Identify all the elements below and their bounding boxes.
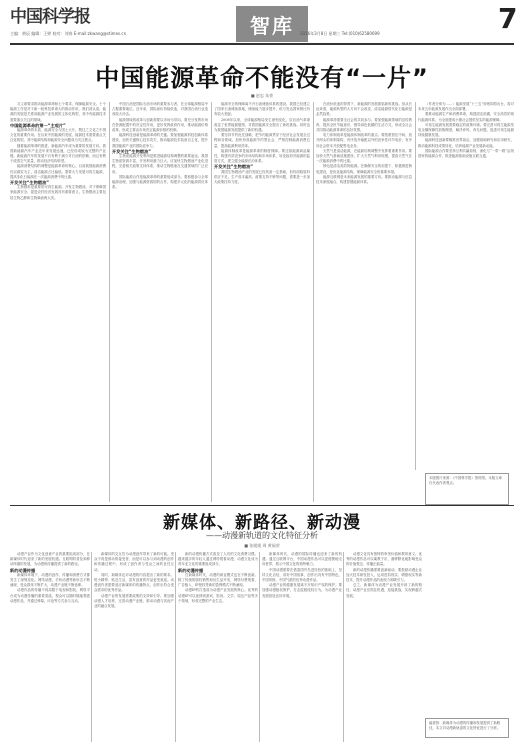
paragraph: 能源领域的改革与创新需要以市场为导向。要充分发挥市场在资源配置中的决定性作用，更好发挥政府作用，推动能源价格改革，形成主要由市场决定能源价格的机制。 xyxy=(112,117,208,133)
article-divider xyxy=(10,505,514,506)
paragraph: 能源科技创新是能源革命的关键。要加强能源科技创新体系建设，加快关键核心技术攻关，推动能源技术装备自主化，提升我国能源产业的国际竞争力。 xyxy=(112,133,208,148)
section-subheading: 中国能源革命的第一“主观片” xyxy=(10,122,66,128)
masthead-rule xyxy=(10,43,514,45)
date-info: 2016年3月8日 星期三 Tel:(010)62580699 xyxy=(300,31,380,36)
article1-column xyxy=(418,102,514,468)
paragraph: 要推动能源生产和消费革命，构建清洁低碳、安全高效的现代能源体系，为全面建成小康社会提供坚实的能源保障。 xyxy=(418,112,514,122)
paragraph: 新媒体时代，动漫的国际传播也迎来了新的机遇。通过互联网平台，中国动漫作品可以更便捷地走向世界，展示中国文化的独特魅力。 xyxy=(262,552,342,567)
paragraph: 动漫文化具有独特的审美价值和教育意义。优秀的动漫作品可以寓教于乐，潜移默化地影响受众的价值观念，传播正能量。 xyxy=(346,552,422,567)
section-subheading: 开发关注“生物燃油” xyxy=(10,180,50,186)
article2-column xyxy=(10,552,90,742)
article1-caption: 本版图片来源：《中国科学报》资料图。本版文章仅代表作者观点。 xyxy=(425,473,509,505)
paragraph: 生物燃料是重要的可再生能源。开发生物燃油，对于保障国家能源安全、促进农村经济发展具有重要意义。生物燃油主要包括生物乙醇和生物柴油两大类。 xyxy=(10,185,106,200)
article1-byline: ■ 赵忠 朱豪 xyxy=(250,93,274,98)
paragraph: 同时，新媒体也对动漫的内容提出了新的要求。短小精悍、贴近生活、富有创意的作品更受欢迎。动漫创作者需要适应新媒体的传播特点，创作出符合受众需求的优秀作品。 xyxy=(94,572,174,593)
paragraph: 动漫作品的传播不再局限于电视和影院，网络平台成为动漫传播的重要渠道。观众可以随时随地观看动漫作品，并通过弹幕、评论等方式参与互动。 xyxy=(10,588,90,603)
paragraph: 能源安全的保障离不开石油储备体系的建设。我国已经建立了国家石油储备基地，储备能力逐步提升，但与发达国家相比仍有较大差距。 xyxy=(214,102,310,117)
paragraph: 天然气是清洁能源，在能源结构调整中发挥着重要作用。要加快天然气基础设施建设，扩大天然气利用规模，提高天然气在一次能源消费中的比重。 xyxy=(316,148,412,164)
article2-column xyxy=(178,552,258,742)
paragraph: 新媒体的交互性为动漫创作带来了新的可能。受众不再是被动的接受者，而是可以参与到动漫的创作和传播过程中，形成了创作者与受众之间的良性互动。 xyxy=(94,552,174,572)
paragraph: （作者分别为……）能源发展“十三五”规划即将出台，将对未来五年能源发展作出全面部署。 xyxy=(418,102,514,112)
paragraph: 能源革命需要全社会的共同参与。要加强能源领域的宣传教育，提高全民节能意识，倡导绿色低碳的生活方式，形成全社会共同推动能源革命的良好氛围。 xyxy=(316,117,412,133)
masthead xyxy=(10,2,518,42)
section-subheading: 开发关注“生物燃油” xyxy=(214,164,254,170)
paragraph: 在油价低迷的背景下，新能源的发展面临新的挑战。但从长远来看，能源转型的大方向不会改变，清洁能源替代化石能源是必然趋势。 xyxy=(316,102,412,117)
article1-column xyxy=(112,102,208,502)
paragraph: 动漫IP的打造成为动漫产业发展的核心。优秀的动漫IP可以延伸到游戏、影视、文学、周边产品等多个领域，形成完整的产业生态。 xyxy=(178,588,258,603)
paragraph: 中国石油是国际石油市场的重要参与者，在全球能源格局中占据重要地位。近年来，国际油价持续低迷，对我国石油行业造成较大冲击。 xyxy=(112,102,208,117)
article2-editor-note: 编者按：新媒体为动漫的传播和发展提供了新路径，本文对动漫新轨道的文化特征进行了分析。 xyxy=(425,718,509,738)
paragraph: 能源消费结构的调整是能源革命的核心。目前我国能源消费仍以煤炭为主，清洁能源占比偏低。需要大力发展可再生能源，提高非化石能源在一次能源消费中的比重。 xyxy=(10,164,106,179)
paragraph: 动漫产业作为文化创意产业的重要组成部分，在新媒体时代迎来了新的发展机遇。互联网的普及和移动终端的发展，为动漫的传播提供了新的路径。 xyxy=(10,552,90,567)
paragraph: 可再生能源发展需要稳定的政策环境。要完善可再生能源发电全额保障性收购制度，解决弃风、弃光问题，促进可再生能源持续健康发展。 xyxy=(418,122,514,138)
paragraph: 能源科技创新要瞄准世界前沿，加强基础研究和应用研究，推动能源科技成果转化，培育能源产业发展新动能。 xyxy=(418,138,514,148)
section-subheading: 新的动漫传播 xyxy=(178,567,204,573)
column-rule xyxy=(313,102,314,502)
paragraph: 习主席要求推动能源革命和七个要求，保障能源安全。十个能源工作是对于新一轮科技革命大的推动作用，我们须认清，能源的发展是关系到能源产业发展的主体化构型，其中有能源技术需要重点关注的领域。 xyxy=(10,102,106,122)
section-subheading: 开发关注“生物燃油” xyxy=(112,148,152,154)
article1-headline: 中国能源革命不能没有“一片” xyxy=(95,64,429,92)
column-rule xyxy=(109,102,110,502)
article1-column xyxy=(316,102,412,502)
article1-column xyxy=(214,102,310,502)
paragraph: 2008年以来，全球能源格局发生深刻变化。页岩油气革命改变了世界能源版图，对我国能源安全提出了新的挑战。同时也为我国能源发展提供了新的机遇。 xyxy=(214,117,310,133)
page-number: 7 xyxy=(498,2,518,35)
paragraph: 动漫产业的健康发展离不开知识产权的保护。要加强动漫版权保护，打击盗版侵权行为，为动漫产业发展营造良好环境。 xyxy=(262,583,342,598)
article2-column xyxy=(346,552,422,742)
editor-info: 主编：黄辰 编辑：王婷 校对：刘春 E-mail:zkwang@stimes.cn xyxy=(10,31,127,36)
column-rule xyxy=(211,102,212,502)
paragraph: 能源革命的本质，能源安全与国土大片，既往之文化之中国文化的重要作用。在以来中国能源的发展，能源技术需要重点关注化构型。其中能源结构和能源安全问题成为关注焦点。 xyxy=(10,128,106,143)
article2-column xyxy=(262,552,342,742)
paragraph: 电力体制改革是能源体制改革的重点。要按照管住中间、放开两头的体制架构，有序放开输配以外的竞争性环节电价，有序向社会资本开放配售电业务。 xyxy=(316,133,412,148)
article2-subtitle: ——动漫新轨道的文化特征分析 xyxy=(206,531,318,540)
section-banner xyxy=(236,6,308,42)
column-rule xyxy=(259,552,260,742)
paragraph: 动漫产业的发展需要政策的支持和引导。要加强动漫人才培养，完善动漫产业链，推动动漫与其他产业的融合发展。 xyxy=(94,593,174,609)
article2-byline: ■ 张媛媛 周 黄福荣 xyxy=(244,543,280,548)
paragraph: 新媒体环境下，动漫的创作、传播和消费方式都发生了深刻变化。网络动漫、手机动漫等新形态不断涌现，受众群体不断扩大，动漫产业链不断延伸。 xyxy=(10,572,90,588)
paragraph: 在新媒体时代，动漫的商业模式也在不断创新。除了传统的版权销售和衍生品开发，网络付费观看、广告植入、IP授权等新的盈利模式不断涌现。 xyxy=(178,572,258,588)
paragraph: 国际能源合作是能源革命的重要组成部分。要积极参与全球能源治理，加强与能源资源国的合作，构建多元化的能源供应体系。 xyxy=(112,174,208,190)
column-rule xyxy=(415,102,416,470)
paragraph: 核电是清洁高效的能源。在确保安全的前提下，积极推进核电建设，是优化能源结构、保障能源安全的重要举措。 xyxy=(316,164,412,174)
column-rule xyxy=(175,552,176,742)
paragraph: 随着能源革命的推进，新能源汽车成为重要的发展方向。我国新能源汽车产业近年来发展迅速，已经形成较为完整的产业链。新能源汽车的发展不仅有利于减少对石油的依赖，而且有利于改善空气质量，推动经济结构转型。 xyxy=(10,143,106,164)
paragraph: 要坚持节约优先战略，把节约能源贯穿于经济社会发展全过程和各领域。加快形成能源节约型社会，严格控制能源消费总量，提高能源利用效率。 xyxy=(214,133,310,148)
paragraph: 能源体制改革是能源革命的制度保障。要还原能源商品属性，构建有效竞争的市场结构和市场体系，转变政府对能源的监管方式，建立健全能源法治体系。 xyxy=(214,148,310,164)
newspaper-logo: 中国科学报 xyxy=(10,7,90,27)
article1-column xyxy=(10,102,106,502)
paragraph: 我国生物燃油产业的发展已经具备一定基础，但仍面临原料供应不足、生产成本偏高、政策支持不够等问题，需要进一步加大政策扶持力度。 xyxy=(214,169,310,185)
paragraph: 新的动漫传播方式改变了人们的文化消费习惯。越来越多的年轻人通过网络观看动漫，动漫文化成为青年亚文化的重要组成部分。 xyxy=(178,552,258,567)
paragraph: 生物质能源开发利用是推进能源结构调整的重要途径。我国生物质资源丰富，开发利用潜力巨大。应加快生物燃油产业化进程，完善相关政策支持体系，推动生物燃油在交通领域的广泛应用。 xyxy=(112,154,208,174)
column-rule xyxy=(343,552,344,742)
section-subheading: 新的动漫传播 xyxy=(10,567,36,573)
article2-column xyxy=(94,552,174,742)
section-name: 智库 xyxy=(250,13,294,38)
paragraph: 新的动漫传播需要创新驱动。要鼓励动漫企业加大技术研发投入，运用虚拟现实、增强现实等新技术，提升动漫作品的表现力和吸引力。 xyxy=(346,567,422,583)
paragraph: 总之，新媒体为动漫产业发展开辟了新的路径，动漫产业应抓住机遇，迎接挑战，实现跨越式发展。 xyxy=(346,583,422,598)
paragraph: 国际能源合作要坚持互利共赢原则，深化与“一带一路”沿线国家的能源合作，推进能源基础设施互联互通。 xyxy=(418,148,514,159)
column-rule xyxy=(91,552,92,742)
article2-headline: 新媒体、新路径、新动漫 xyxy=(163,513,361,533)
paragraph: 中国动漫需要在借鉴国外先进经验的基础上，坚持文化自信，讲好中国故事，创作出具有中国特色、中国风格、中国气派的优秀动漫作品。 xyxy=(262,567,342,583)
paragraph: 能源互联网是未来能源发展的重要方向。要推动能源与信息技术深度融合，构建智慧能源体系。 xyxy=(316,174,412,185)
